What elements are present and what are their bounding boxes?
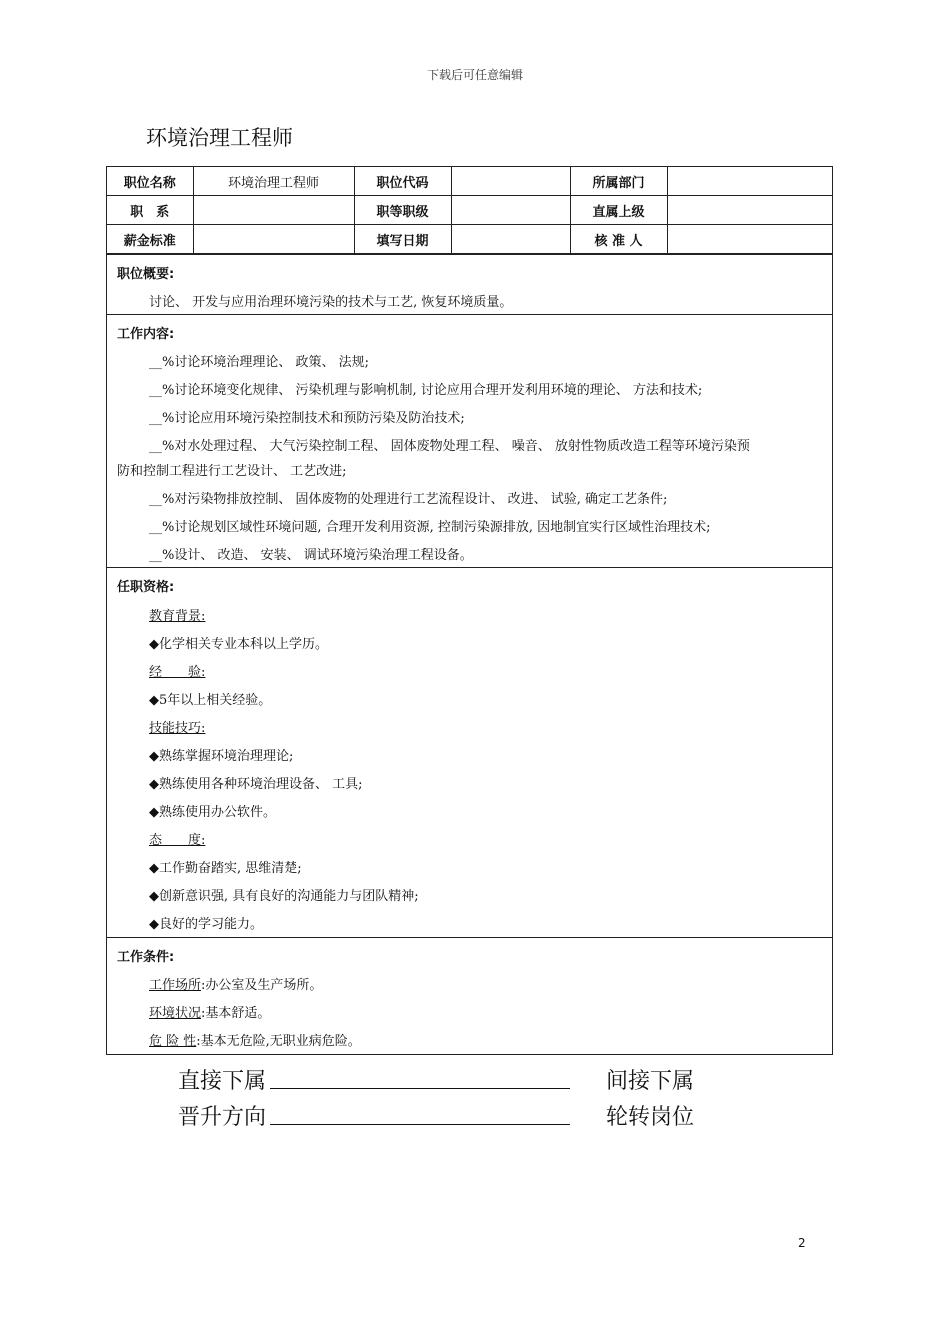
work-place-label: 工作场所 bbox=[149, 978, 202, 993]
label-position-code: 职位代码 bbox=[354, 167, 451, 196]
document-title: 环境治理工程师 bbox=[146, 126, 293, 150]
duties-heading: 工作内容: bbox=[117, 327, 175, 342]
overview-text: 讨论、 开发与应用治理环境污染的技术与工艺, 恢复环境质量。 bbox=[149, 295, 513, 310]
risk-value: :基本无危险,无职业病危险。 bbox=[196, 1034, 361, 1049]
job-description-form bbox=[106, 166, 833, 1055]
label-position-name: 职位名称 bbox=[107, 167, 193, 196]
label-job-family: 职 系 bbox=[107, 196, 193, 225]
duty-item: __%讨论环境治理理论、 政策、 法规; bbox=[149, 355, 369, 370]
skill-item: ◆熟练使用各种环境治理设备、 工具; bbox=[149, 777, 363, 792]
value-salary-standard[interactable] bbox=[193, 225, 354, 254]
work-place-row bbox=[149, 974, 322, 993]
label-fill-date: 填写日期 bbox=[354, 225, 451, 254]
skills-label: 技能技巧: bbox=[149, 721, 206, 736]
promotion-path-line[interactable] bbox=[270, 1124, 570, 1125]
duty-item: __%讨论环境变化规律、 污染机理与影响机制, 讨论应用合理开发利用环境的理论、 方法和技术; bbox=[149, 383, 703, 398]
direct-subordinates-line[interactable] bbox=[270, 1088, 570, 1089]
attitude-label: 态 度: bbox=[149, 833, 206, 848]
duty-item-continued: 防和控制工程进行工艺设计、 工艺改进; bbox=[117, 464, 347, 479]
duty-item: __%对水处理过程、 大气污染控制工程、 固体废物处理工程、 噪音、 放射性物质改造工程等环境污染预 bbox=[149, 439, 750, 454]
promotion-path-label: 晋升方向 bbox=[178, 1105, 267, 1130]
environment-row bbox=[149, 1002, 270, 1021]
education-item: ◆化学相关专业本科以上学历。 bbox=[149, 637, 328, 652]
rotation-position-label: 轮转岗位 bbox=[606, 1105, 695, 1130]
value-direct-supervisor[interactable] bbox=[667, 196, 832, 225]
info-row-3 bbox=[107, 225, 832, 254]
direct-subordinates-label: 直接下属 bbox=[178, 1069, 267, 1094]
info-row-2 bbox=[107, 196, 832, 225]
environment-value: :基本舒适。 bbox=[201, 1006, 271, 1021]
label-direct-supervisor: 直属上级 bbox=[570, 196, 667, 225]
label-salary-standard: 薪金标准 bbox=[107, 225, 193, 254]
duty-item: __%对污染物排放控制、 固体废物的处理进行工艺流程设计、 改进、 试验, 确定工艺条件; bbox=[149, 492, 668, 507]
value-grade-level[interactable] bbox=[451, 196, 570, 225]
duty-item: __%讨论规划区域性环境问题, 合理开发利用资源, 控制污染源排放, 因地制宜实行区域性治理技术; bbox=[149, 520, 711, 535]
work-place-value: :办公室及生产场所。 bbox=[201, 978, 323, 993]
value-job-family[interactable] bbox=[193, 196, 354, 225]
duty-item: __%讨论应用环境污染控制技术和预防污染及防治技术; bbox=[149, 411, 465, 426]
skill-item: ◆熟练掌握环境治理理论; bbox=[149, 749, 294, 764]
overview-heading: 职位概要: bbox=[117, 267, 175, 282]
value-approver[interactable] bbox=[667, 225, 832, 254]
conditions-heading: 工作条件: bbox=[117, 950, 175, 965]
section-overview bbox=[107, 254, 832, 314]
attitude-item: ◆创新意识强, 具有良好的沟通能力与团队精神; bbox=[149, 889, 419, 904]
indirect-subordinates-label: 间接下属 bbox=[606, 1069, 695, 1094]
value-department[interactable] bbox=[667, 167, 832, 196]
attitude-item: ◆工作勤奋踏实, 思维清楚; bbox=[149, 861, 302, 876]
page-number: 2 bbox=[798, 1236, 806, 1250]
label-approver: 核 准 人 bbox=[570, 225, 667, 254]
qualifications-heading: 任职资格: bbox=[117, 580, 175, 595]
info-table bbox=[107, 167, 832, 254]
section-duties bbox=[107, 314, 832, 567]
value-fill-date[interactable] bbox=[451, 225, 570, 254]
risk-row bbox=[149, 1030, 361, 1049]
experience-label: 经 验: bbox=[149, 665, 206, 680]
section-conditions bbox=[107, 937, 832, 1054]
environment-label: 环境状况 bbox=[149, 1006, 202, 1021]
section-qualifications bbox=[107, 567, 832, 937]
header-watermark: 下载后可任意编辑 bbox=[426, 68, 523, 82]
label-grade-level: 职等职级 bbox=[354, 196, 451, 225]
education-label: 教育背景: bbox=[149, 609, 206, 624]
risk-label: 危 险 性 bbox=[149, 1034, 197, 1049]
info-row-1 bbox=[107, 167, 832, 196]
skill-item: ◆熟练使用办公软件。 bbox=[149, 805, 276, 820]
attitude-item: ◆良好的学习能力。 bbox=[149, 917, 263, 932]
duty-item: __%设计、 改造、 安装、 调试环境污染治理工程设备。 bbox=[149, 548, 473, 563]
experience-item: ◆5年以上相关经验。 bbox=[149, 693, 272, 708]
value-position-name[interactable]: 环境治理工程师 bbox=[193, 167, 354, 196]
value-position-code[interactable] bbox=[451, 167, 570, 196]
label-department: 所属部门 bbox=[570, 167, 667, 196]
